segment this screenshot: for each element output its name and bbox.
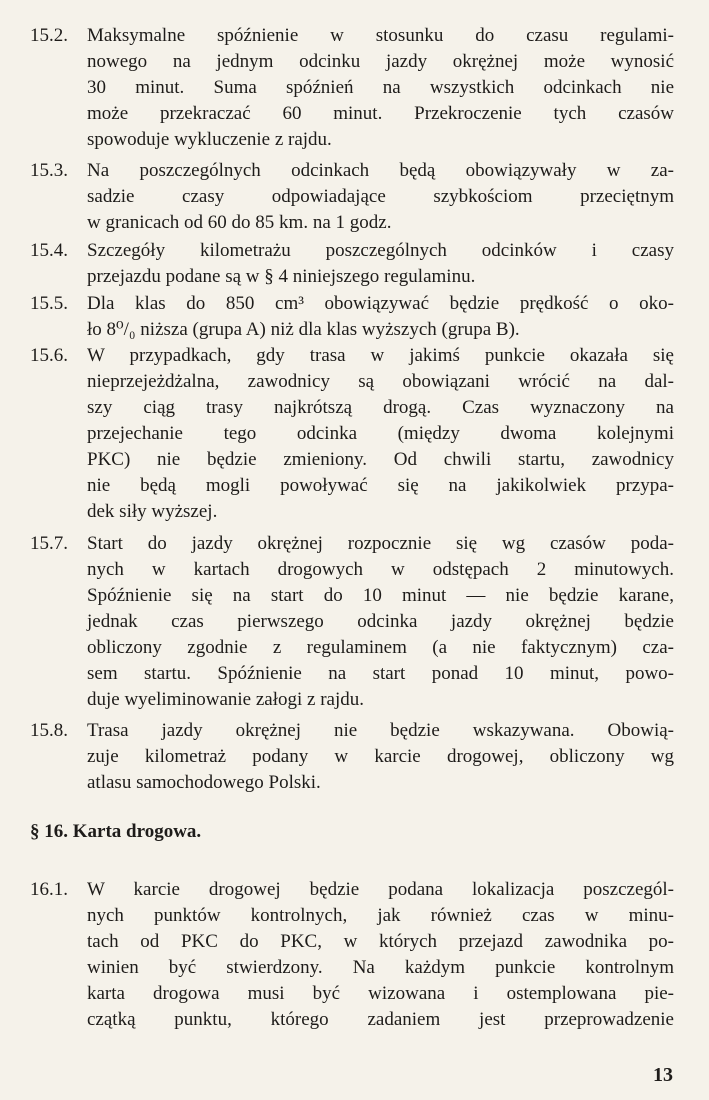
- text-line: czątką punktu, którego zadaniem jest przeprowadzenie: [87, 1009, 674, 1030]
- text-line: sem startu. Spóźnienie na start ponad 10 minut, powo-: [87, 663, 674, 684]
- paragraph-number: 15.2.: [30, 25, 68, 46]
- text-line: nych punktów kontrolnych, jak również czas w minu-: [87, 905, 674, 926]
- text-line: PKC) nie będzie zmieniony. Od chwili startu, zawodnicy: [87, 449, 674, 470]
- paragraph-text: [87, 238, 674, 290]
- text-line: obliczony zgodnie z regulaminem (a nie faktycznym) cza-: [87, 637, 674, 658]
- paragraph-number: 15.4.: [30, 240, 68, 261]
- text-line: tach od PKC do PKC, w których przejazd zawodnika po-: [87, 931, 674, 952]
- text-line: dek siły wyższej.: [87, 501, 218, 522]
- text-line: Szczegóły kilometrażu poszczególnych odcinków i czasy: [87, 240, 674, 261]
- text-line: W przypadkach, gdy trasa w jakimś punkcie okazała się: [87, 345, 674, 366]
- paragraph-number: 15.8.: [30, 720, 68, 741]
- paragraph-number: 15.6.: [30, 345, 68, 366]
- section-heading: § 16. Karta drogowa.: [30, 821, 202, 842]
- text-line: W karcie drogowej będzie podana lokalizacja poszczegól-: [87, 879, 674, 900]
- paragraph-text: [87, 718, 674, 796]
- text-line: nie będą mogli powoływać się na jakikolwiek przypa-: [87, 475, 674, 496]
- paragraph-15-3: [30, 158, 674, 236]
- text-line: nych w kartach drogowych w odstępach 2 minutowych.: [87, 559, 674, 580]
- paragraph-text: [87, 343, 674, 525]
- page-number: 13: [653, 1064, 673, 1086]
- text-line: przejazdu podane są w § 4 niniejszego regulaminu.: [87, 266, 476, 287]
- paragraph-15-6: [30, 343, 674, 525]
- text-line: sadzie czasy odpowiadające szybkościom przeciętnym: [87, 186, 674, 207]
- text-line: karta drogowa musi być wizowana i ostemplowana pie-: [87, 983, 674, 1004]
- text-line: nieprzejeżdżalna, zawodnicy są obowiązani wrócić na dal-: [87, 371, 674, 392]
- paragraph-15-8: [30, 718, 674, 796]
- paragraph-text: [87, 877, 674, 1033]
- paragraph-text: [87, 23, 674, 153]
- paragraph-number: 15.7.: [30, 533, 68, 554]
- text-line: Na poszczególnych odcinkach będą obowiązywały w za-: [87, 160, 674, 181]
- text-line: Dla klas do 850 cm³ obowiązywać będzie prędkość o oko-: [87, 293, 674, 314]
- paragraph-16-1: [30, 877, 674, 1033]
- text-line: przejechanie tego odcinka (między dwoma kolejnymi: [87, 423, 674, 444]
- text-line: duje wyeliminowanie załogi z rajdu.: [87, 689, 364, 710]
- paragraph-15-2: [30, 23, 674, 153]
- paragraph-text: [87, 291, 674, 343]
- text-line: szy ciąg trasy najkrótszą drogą. Czas wyznaczony na: [87, 397, 674, 418]
- text-line: zuje kilometraż podany w karcie drogowej, obliczony wg: [87, 746, 674, 767]
- paragraph-number: 15.5.: [30, 293, 68, 314]
- text-line: atlasu samochodowego Polski.: [87, 772, 321, 793]
- text-line: ło 8⁰/₀ niższa (grupa A) niż dla klas wyższych (grupa B).: [87, 319, 520, 340]
- text-line: spowoduje wykluczenie z rajdu.: [87, 129, 332, 150]
- paragraph-text: [87, 531, 674, 713]
- text-line: nowego na jednym odcinku jazdy okrężnej może wynosić: [87, 51, 674, 72]
- paragraph-15-5: [30, 291, 674, 343]
- text-line: Trasa jazdy okrężnej nie będzie wskazywana. Obowią-: [87, 720, 674, 741]
- text-line: Start do jazdy okrężnej rozpocznie się wg czasów poda-: [87, 533, 674, 554]
- paragraph-number: 16.1.: [30, 879, 68, 900]
- paragraph-number: 15.3.: [30, 160, 68, 181]
- text-line: jednak czas pierwszego odcinka jazdy okrężnej będzie: [87, 611, 674, 632]
- text-line: może przekraczać 60 minut. Przekroczenie tych czasów: [87, 103, 674, 124]
- text-line: Spóźnienie się na start do 10 minut — nie będzie karane,: [87, 585, 674, 606]
- paragraph-15-4: [30, 238, 674, 290]
- text-line: Maksymalne spóźnienie w stosunku do czasu regulami-: [87, 25, 674, 46]
- text-line: winien być stwierdzony. Na każdym punkcie kontrolnym: [87, 957, 674, 978]
- text-line: 30 minut. Suma spóźnień na wszystkich odcinkach nie: [87, 77, 674, 98]
- paragraph-15-7: [30, 531, 674, 713]
- text-line: w granicach od 60 do 85 km. na 1 godz.: [87, 212, 392, 233]
- paragraph-text: [87, 158, 674, 236]
